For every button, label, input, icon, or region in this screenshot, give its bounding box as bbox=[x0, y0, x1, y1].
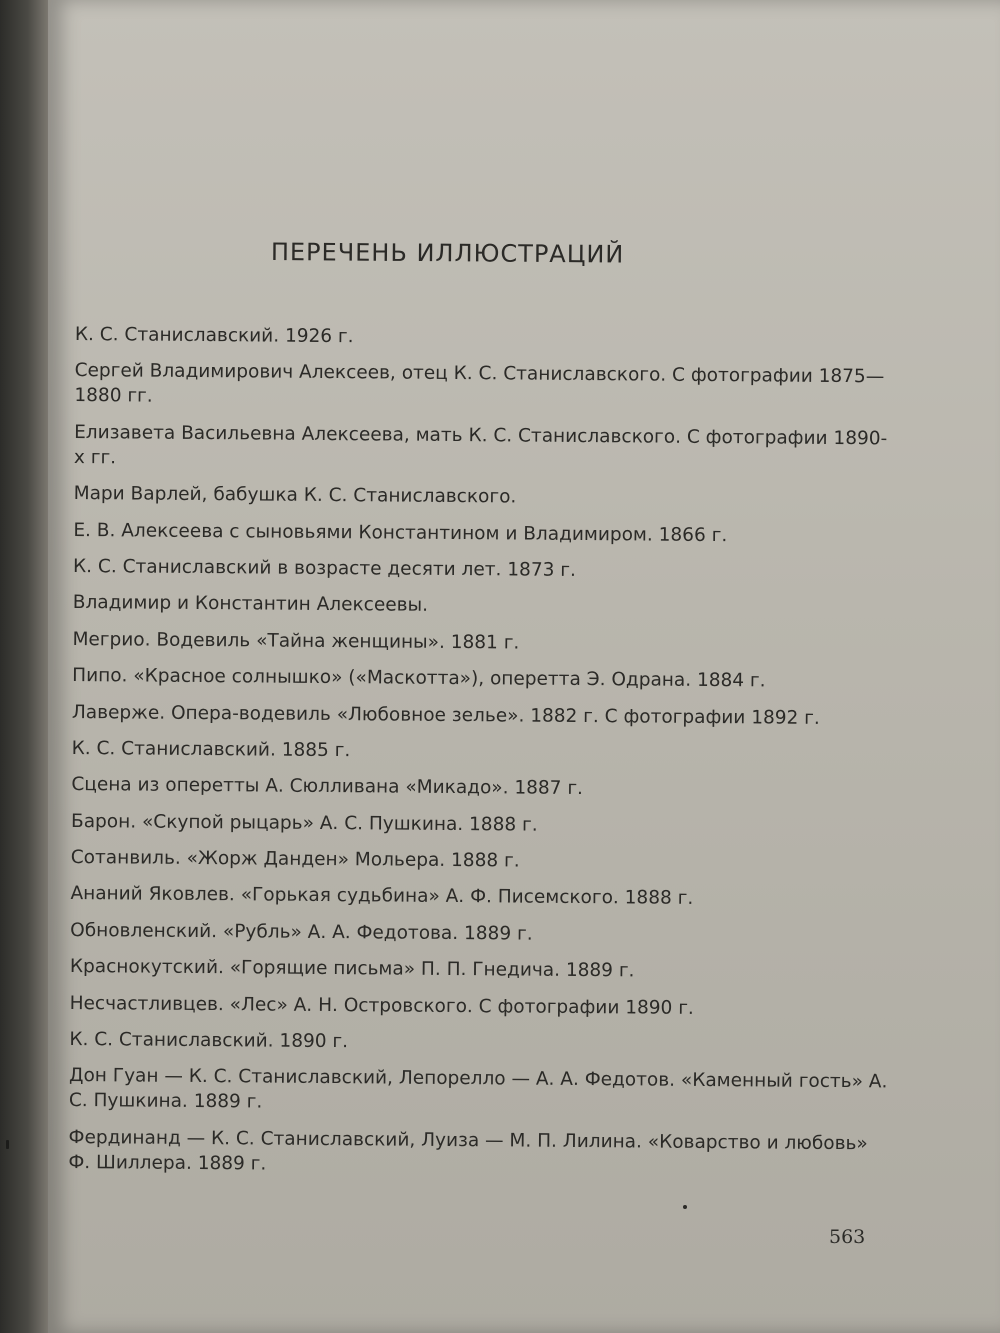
list-item: Лаверже. Опера-водевиль «Любовное зелье». 1882 г. С фотографии 1892 г. bbox=[71, 701, 820, 729]
list-item: Сцена из оперетты А. Сюлливана «Микадо». 1887 г. bbox=[71, 774, 584, 800]
list-item: К. С. Станиславский в возрасте десяти лет. 1873 г. bbox=[72, 555, 576, 581]
list-item: Краснокутский. «Горящие письма» П. П. Гнедича. 1889 г. bbox=[69, 956, 635, 982]
list-item: Е. В. Алексеева с сыновьями Константином и Владимиром. 1866 г. bbox=[73, 519, 728, 546]
list-item: Сергей Владимирович Алексеев, отец К. С. Станиславского. С фотографии 1875—1880 гг. bbox=[74, 360, 885, 408]
adjacent-page-edge bbox=[0, 0, 50, 1333]
edge-mark bbox=[6, 1140, 9, 1149]
list-item: Несчастливцев. «Лес» А. Н. Островского. С фотографии 1890 г. bbox=[69, 992, 694, 1019]
ink-speck bbox=[683, 1205, 687, 1209]
illustration-list bbox=[68, 322, 895, 1193]
list-item: Обновленский. «Рубль» А. А. Федотова. 1889 г. bbox=[70, 919, 533, 945]
page-heading: ПЕРЕЧЕНЬ ИЛЛЮСТРАЦИЙ bbox=[270, 238, 625, 269]
list-item: К. С. Станиславский. 1890 г. bbox=[69, 1029, 349, 1053]
list-item: Владимир и Константин Алексеевы. bbox=[72, 592, 429, 617]
list-item: Фердинанд — К. С. Станиславский, Луиза — М. П. Лилина. «Коварство и любовь» Ф. Шиллера. 1889 г. bbox=[68, 1126, 868, 1175]
list-item: Пипо. «Красное солнышко» («Маскотта»), оперетта Э. Одрана. 1884 г. bbox=[72, 665, 766, 692]
list-item: Мари Варлей, бабушка К. С. Станиславского. bbox=[73, 483, 517, 508]
list-item: Барон. «Скупой рыцарь» А. С. Пушкина. 1888 г. bbox=[70, 810, 538, 836]
page-number: 563 bbox=[829, 1226, 866, 1248]
list-item: Мегрио. Водевиль «Тайна женщины». 1881 г. bbox=[72, 628, 520, 654]
list-item: Ананий Яковлев. «Горькая судьбина» А. Ф. Писемского. 1888 г. bbox=[70, 883, 694, 910]
list-item: Елизавета Васильевна Алексеева, мать К. С. Станиславского. С фотографии 1890-х гг. bbox=[73, 421, 888, 469]
list-item: Дон Гуан — К. С. Станиславский, Лепорелло — А. А. Федотов. «Каменный гость» А. С. Пушкина. 1889 г. bbox=[68, 1065, 888, 1113]
list-item: К. С. Станиславский. 1885 г. bbox=[71, 737, 351, 762]
book-page bbox=[48, 0, 1000, 1333]
list-item: К. С. Станиславский. 1926 г. bbox=[74, 323, 354, 348]
list-item: Сотанвиль. «Жорж Данден» Мольера. 1888 г. bbox=[70, 847, 520, 872]
